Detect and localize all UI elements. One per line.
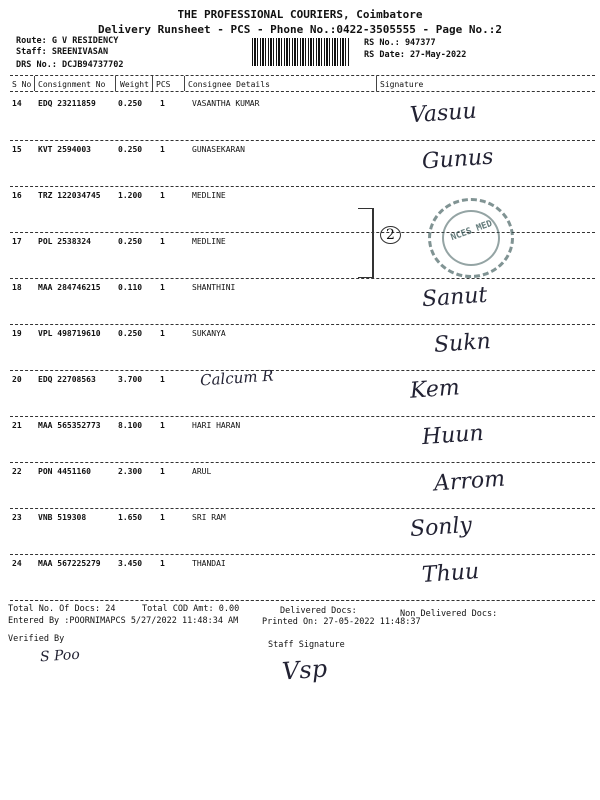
row-pcs: 1 (160, 375, 165, 384)
row-consignee: SRI RAM (192, 513, 226, 522)
row-sno: 22 (12, 467, 22, 476)
bracket-mark (358, 208, 374, 278)
row-signature: Arrom (433, 466, 506, 497)
row-pcs: 1 (160, 237, 165, 246)
row-sno: 21 (12, 421, 22, 430)
delivered-docs: Delivered Docs: (280, 606, 357, 616)
row-consignee: HARI HARAN (192, 421, 241, 430)
row-sno: 24 (12, 559, 22, 568)
row-weight: 0.250 (118, 99, 143, 108)
row-consignment-no: EDQ 23211859 (38, 99, 96, 108)
total-docs: Total No. Of Docs: 24 (8, 604, 116, 614)
printed-on: Printed On: 27-05-2022 11:48:37 (262, 617, 421, 627)
circled-mark: 2 (380, 226, 401, 244)
divider (376, 76, 377, 91)
row-consignment-no: TRZ 122034745 (38, 191, 101, 200)
row-divider (10, 416, 595, 417)
row-signature: Thuu (421, 559, 480, 588)
row-divider (10, 278, 595, 279)
staff-label: Staff: SREENIVASAN (16, 47, 109, 57)
col-signature: Signature (380, 80, 424, 89)
row-weight: 1.650 (118, 513, 143, 522)
row-weight: 8.100 (118, 421, 143, 430)
row-pcs: 1 (160, 99, 165, 108)
row-consignment-no: VPL 498719610 (38, 329, 101, 338)
divider (152, 76, 153, 91)
row-consignee: SUKANYA (192, 329, 226, 338)
divider (10, 600, 595, 601)
row-sno: 19 (12, 329, 22, 338)
divider (184, 76, 185, 91)
verified-signature: S Poo (39, 646, 81, 666)
staff-signature-label: Staff Signature (268, 640, 345, 650)
row-consignment-no: KVT 2594003 (38, 145, 91, 154)
row-divider (10, 462, 595, 463)
row-consignee: MEDLINE (192, 191, 226, 200)
row-weight: 2.300 (118, 467, 143, 476)
drs-number: DRS No.: DCJB94737702 (16, 60, 124, 70)
divider (10, 91, 595, 92)
row-consignment-no: MAA 565352773 (38, 421, 101, 430)
row-signature: Kem (409, 375, 461, 404)
row-pcs: 1 (160, 283, 165, 292)
row-consignment-no: VNB 519308 (38, 513, 87, 522)
document-subtitle: Delivery Runsheet - PCS - Phone No.:0422-3505555 - Page No.:2 (98, 23, 502, 36)
row-sno: 20 (12, 375, 22, 384)
row-consignment-no: PON 4451160 (38, 467, 91, 476)
row-sno: 15 (12, 145, 22, 154)
row-divider (10, 370, 595, 371)
row-consignee: ARUL (192, 467, 212, 476)
row-weight: 0.110 (118, 283, 143, 292)
row-signature: Gunus (421, 144, 495, 175)
row-consignee: GUNASEKARAN (192, 145, 245, 154)
row-divider (10, 324, 595, 325)
row-divider (10, 554, 595, 555)
col-sno: S No (12, 80, 32, 89)
col-pcs: PCS (156, 80, 171, 89)
row-pcs: 1 (160, 145, 165, 154)
row-signature: Sanut (421, 282, 489, 313)
row-divider (10, 508, 595, 509)
row-signature: Huun (421, 420, 485, 451)
row-weight: 3.700 (118, 375, 143, 384)
row-consignee: THANDAI (192, 559, 226, 568)
row-pcs: 1 (160, 513, 165, 522)
row-consignment-no: POL 2538324 (38, 237, 91, 246)
row-weight: 0.250 (118, 145, 143, 154)
row-pcs: 1 (160, 191, 165, 200)
rs-number: RS No.: 947377 (364, 38, 436, 48)
row-divider (10, 186, 595, 187)
row-consignee: MEDLINE (192, 237, 226, 246)
row-sno: 17 (12, 237, 22, 246)
handwritten-note: Calcum R (199, 366, 275, 390)
row-weight: 1.200 (118, 191, 143, 200)
rs-date: RS Date: 27-May-2022 (364, 50, 467, 60)
verified-by-label: Verified By (8, 634, 65, 644)
row-pcs: 1 (160, 329, 165, 338)
row-sno: 14 (12, 99, 22, 108)
staff-signature: Vsp (281, 654, 328, 686)
row-sno: 18 (12, 283, 22, 292)
row-signature: Vasuu (409, 98, 478, 129)
col-consignee: Consignee Details (188, 80, 270, 89)
row-pcs: 1 (160, 559, 165, 568)
row-signature: Sonly (409, 512, 473, 543)
divider (115, 76, 116, 91)
row-consignee: SHANTHINI (192, 283, 236, 292)
barcode (252, 38, 350, 66)
row-sno: 23 (12, 513, 22, 522)
total-cod: Total COD Amt: 0.00 (142, 604, 240, 614)
col-consignment: Consignment No (38, 80, 106, 89)
stamp-text: NCES MED (449, 218, 494, 244)
row-consignment-no: MAA 567225279 (38, 559, 101, 568)
row-divider (10, 140, 595, 141)
col-weight: Weight (120, 80, 149, 89)
row-signature: Sukn (433, 329, 492, 358)
row-consignment-no: MAA 284746215 (38, 283, 101, 292)
row-weight: 0.250 (118, 237, 143, 246)
row-sno: 16 (12, 191, 22, 200)
divider (34, 76, 35, 91)
route-label: Route: G V RESIDENCY (16, 36, 119, 46)
divider (10, 75, 595, 76)
row-weight: 0.250 (118, 329, 143, 338)
row-consignee: VASANTHA KUMAR (192, 99, 260, 108)
row-pcs: 1 (160, 421, 165, 430)
entered-by: Entered By :POORNIMAPCS 5/27/2022 11:48:34 AM (8, 616, 239, 626)
row-pcs: 1 (160, 467, 165, 476)
document-title: THE PROFESSIONAL COURIERS, Coimbatore (177, 8, 423, 21)
row-weight: 3.450 (118, 559, 143, 568)
non-delivered-docs: Non Delivered Docs: (400, 609, 498, 619)
row-consignment-no: EDQ 22708563 (38, 375, 96, 384)
